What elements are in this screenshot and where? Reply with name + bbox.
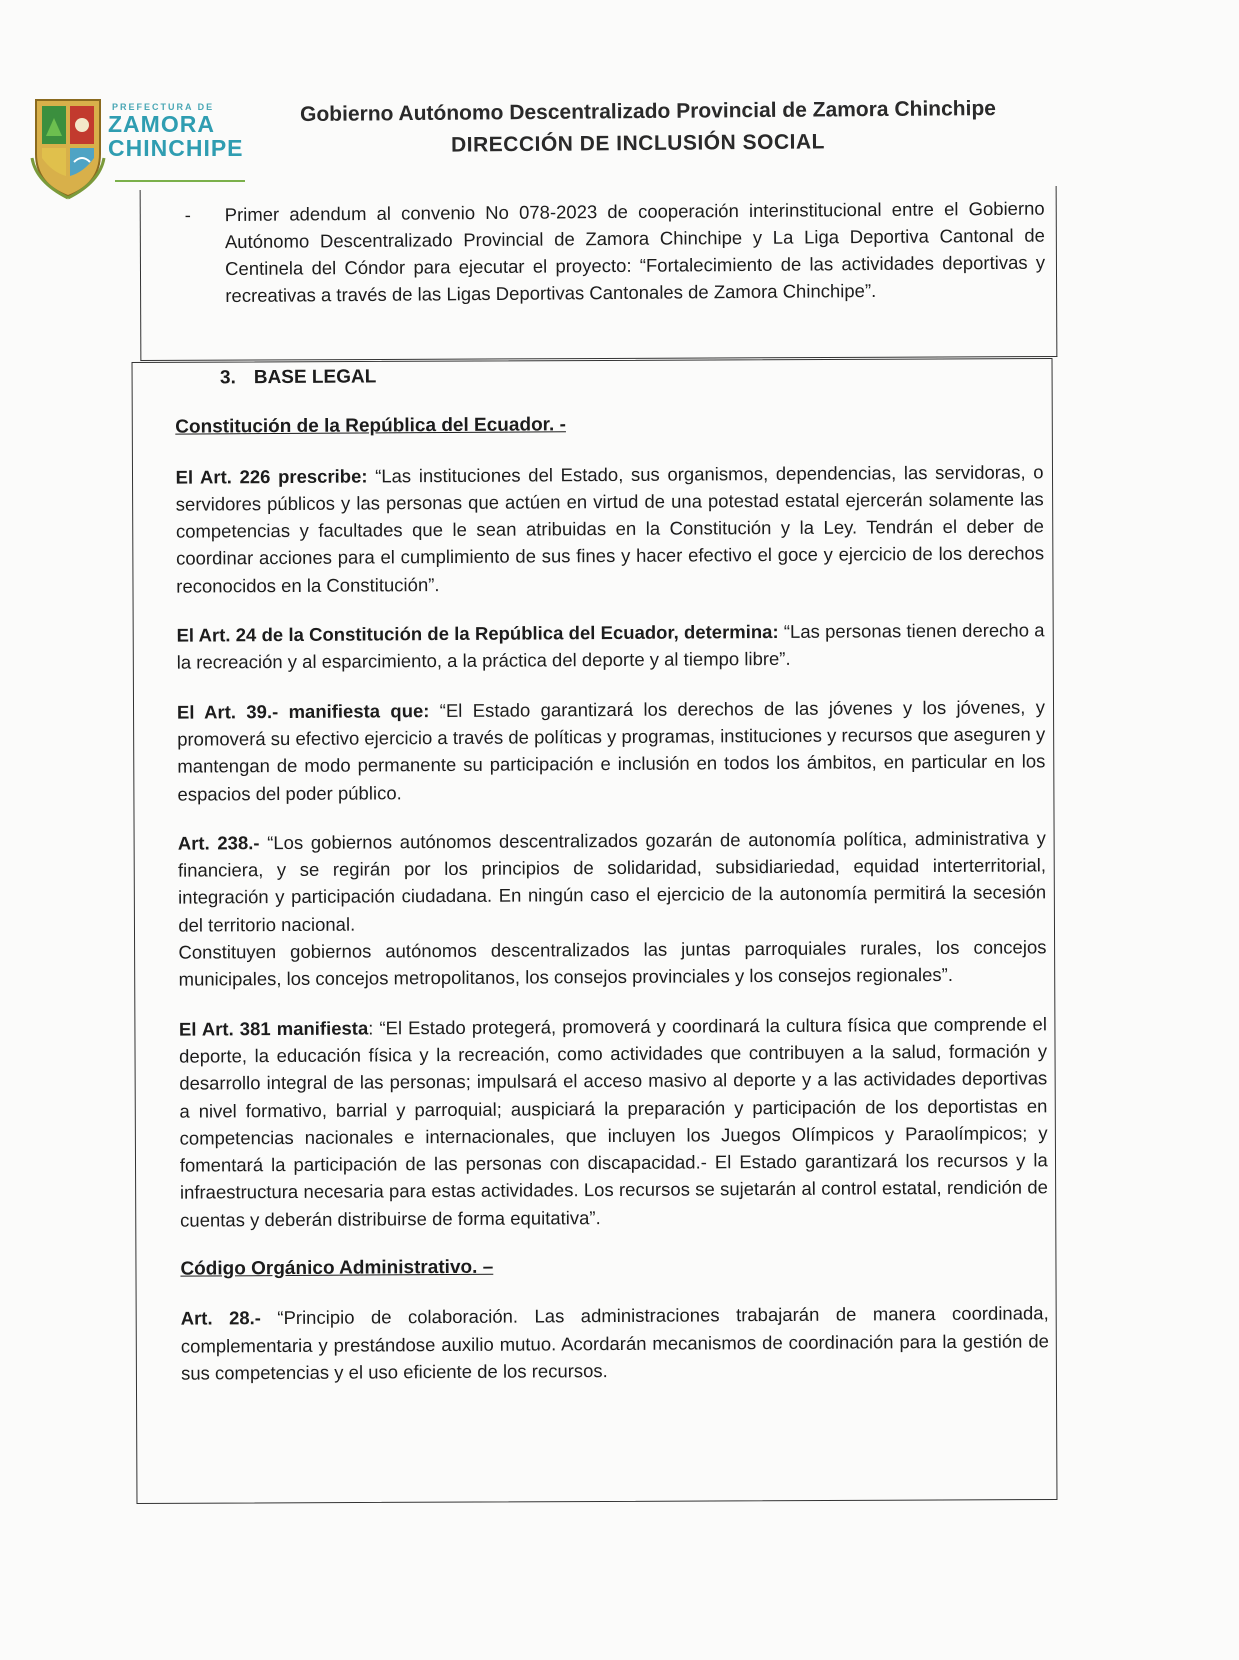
article-24 [176, 616, 1044, 676]
addendum-text: Primer adendum al convenio No 078-2023 de cooperación interinstitucional entre el Gobierno Autónomo Descentralizado Provincial de Zamora Chinchipe y La Liga Deportiva Cantonal de Centinela del Cóndor para ejecutar el proyecto: “Fortalecimiento de las actividades deportivas y recreativas a través de las Ligas Deportivas Cantonales de Zamora Chinchipe”. [224, 197, 1046, 307]
logo-small-text: PREFECTURA DE [112, 102, 215, 112]
article-238-label: Art. 238.- [177, 832, 260, 854]
section-title-text: BASE LEGAL [253, 366, 377, 389]
article-28-label: Art. 28.- [180, 1307, 261, 1329]
article-381-label: El Art. 381 manifiesta [178, 1017, 369, 1040]
article-238 [178, 824, 1047, 938]
article-39 [177, 693, 1046, 807]
article-226-text: “Las instituciones del Estado, sus organismos, dependencias, las servidoras, o servidores públicos y las personas que actúen en virtud de una potestad estatal ejercerán solamente las competencias y facultades que le sean atribuidas en la Constitución y la Ley. Tendrán el deber de coordinar acciones para el cumplimiento de sus fines y hacer efectivo el goce y ejercicio de los derechos reconocidos en la Constitución”. [175, 460, 1045, 597]
article-226-label: El Art. 226 prescribe: [175, 465, 368, 488]
section-number: 3. [219, 367, 236, 389]
section-title [220, 359, 1043, 391]
letterhead [30, 92, 1030, 202]
article-24-label: El Art. 24 de la Constitución de la República del Ecuador, determina: [176, 621, 779, 646]
article-28 [181, 1300, 1049, 1387]
article-39-label: El Art. 39.- manifiesta que: [176, 699, 430, 723]
article-28-text: “Principio de colaboración. Las administraciones trabajarán de manera coordinada, complementaria y prestándose auxilio mutuo. Acordarán mecanismos de coordinación para la gestión de sus competencias y el uso eficiente de los recursos. [180, 1302, 1049, 1384]
constitution-heading: Constitución de la República del Ecuador. - [175, 414, 566, 438]
article-381 [179, 1010, 1048, 1234]
logo-wordmark [108, 102, 248, 160]
logo-line2: CHINCHIPE [108, 135, 244, 161]
coa-heading: Código Orgánico Administrativo. – [180, 1256, 494, 1280]
bullet-dash: - [184, 204, 191, 226]
logo-line1: ZAMORA [108, 111, 215, 137]
department-title: DIRECCIÓN DE INCLUSIÓN SOCIAL [450, 130, 826, 157]
article-39-text: “El Estado garantizará los derechos de las jóvenes y los jóvenes, y promoverá su efectivo ejercicio a través de políticas y programas, instituciones y recursos que aseguren y mantengan de modo permanente su participación e inclusión en todos los ámbitos, en particular en los espacios del poder público. [177, 696, 1046, 805]
article-226 [175, 458, 1044, 600]
article-24-text: “Las personas tienen derecho a la recreación y al esparcimiento, a la práctica del deporte y al tiempo libre”. [176, 619, 1045, 674]
prefectura-shield-logo [30, 92, 106, 200]
addendum-item [185, 195, 1046, 310]
article-238-text: “Los gobiernos autónomos descentralizados gozarán de autonomía política, administrativa y financiera, y se regirán por los principios de solidaridad, subsidiariedad, equidad interterritorial, integración y participación ciudadana. En ningún caso el ejercicio de la autonomía permitirá la secesión del territorio nacional. [177, 827, 1047, 936]
article-238-continued: Constituyen gobiernos autónomos descentralizados las juntas parroquiales rurales, los concejos municipales, los concejos metropolitanos, los consejos provinciales y los consejos regionales”. [178, 936, 1047, 990]
article-381-text: : “El Estado protegerá, promoverá y coordinará la cultura física que comprende el deporte, la educación física y la recreación, como actividades que contribuyen a la salud, formación y desarrollo integral de las personas; impulsará el acceso masivo al deporte y a las actividades deportivas a nivel formativo, barrial y parroquial; auspiciará la preparación y participación de los deportistas en competencias nacionales e internacionales, que incluyen los Juegos Olímpicos y Paraolímpicos; y fomentará la participación de las personas con discapacidad.- El Estado garantizará los recursos y la infraestructura necesaria para estas actividades. Los recursos se sujetarán al control estatal, rendición de cuentas y deberán distribuirse de forma equitativa”. [179, 1012, 1048, 1231]
government-title: Gobierno Autónomo Descentralizado Provincial de Zamora Chinchipe [299, 96, 997, 127]
legal-base-content [175, 359, 1049, 1386]
logo-underline [115, 180, 245, 182]
